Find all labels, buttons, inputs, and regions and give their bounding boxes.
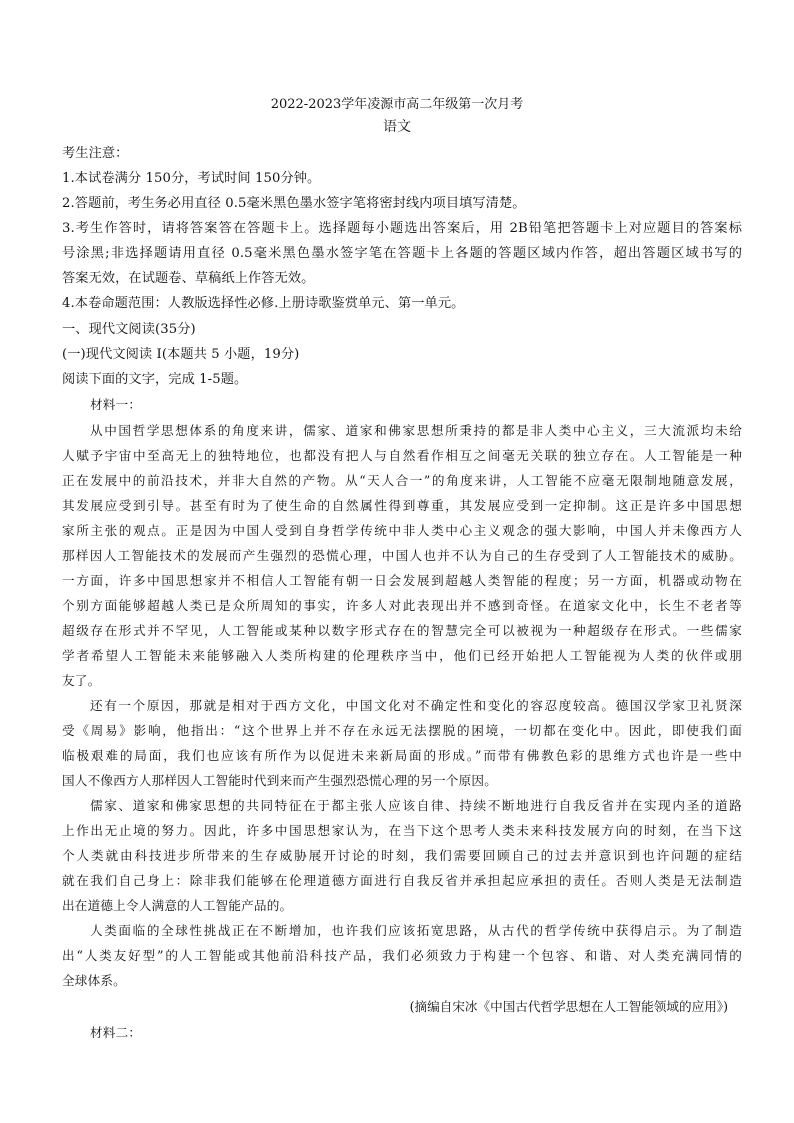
notice-item: 3.考生作答时，请将答案答在答题卡上。选择题每小题选出答案后，用 2B铅笔把答题卡上对应题目的答案标 — [62, 221, 742, 236]
paragraph-line: 个别方面能够超越人类已是众所周知的事实，许多人对此表现出并不感到奇怪。在道家文化中，长生不老者等 — [62, 598, 742, 613]
paragraph-line: 儒家、道家和佛家思想的共同特征在于都主张人应该自律、持续不断地进行自我反省并在实现内圣的道路 — [90, 798, 742, 813]
paragraph-line: 友了。 — [62, 673, 101, 688]
paragraph-line: 家所主张的观点。正是因为中国人受到自身哲学传统中非人类中心主义观念的强大影响，中国人并未像西方人 — [62, 523, 742, 538]
paragraph-line: 学者希望人工智能未来能够融入人类所构建的伦理秩序当中，他们已经开始把人工智能视为人类的伙伴或朋 — [62, 648, 742, 663]
source-citation: (摘编自宋冰《中国古代哲学思想在人工智能领域的应用》) — [409, 999, 728, 1014]
notice-item: 4.本卷命题范围：人教版选择性必修.上册诗歌鉴赏单元、第一单元。 — [62, 296, 465, 311]
subject-title: 语文 — [383, 119, 411, 135]
notice-heading: 考生注意： — [62, 146, 129, 161]
paragraph-line: 那样因人工智能技术的发展而产生强烈的恐慌心理，中国人也并不认为自己的生存受到了人工智能技术的威胁。 — [62, 548, 742, 563]
paragraph-line: 出“人类友好型”的人工智能或其他前沿科技产品，我们必须致力于构建一个包容、和谐、对人类充满同情的 — [62, 948, 742, 963]
notice-item: 答案无效，在试题卷、草稿纸上作答无效。 — [62, 271, 315, 286]
paragraph-line: 出在道德上令人满意的人工智能产品的。 — [62, 898, 293, 913]
paragraph-line: 人赋予宇宙中至高无上的独特地位，也都没有把人与自然看作相互之间毫无关联的独立存在。人工智能是一种 — [62, 448, 742, 463]
paragraph-line: 临极艰难的局面，我们也应该有所作为以促进未来新局面的形成。”而带有佛教色彩的思维方式也许是一些中 — [62, 748, 742, 763]
paragraph-line: 国人不像西方人那样因人工智能时代到来而产生强烈恐慌心理的另一个原因。 — [62, 773, 497, 788]
section-heading: 一、现代文阅读(35分) — [62, 322, 196, 337]
paragraph-line: 全球体系。 — [62, 973, 126, 988]
paragraph-line: 受《周易》影响，他指出：“这个世界上并不存在永远无法摆脱的困境，一切都在变化中。因此，即使我们面 — [62, 723, 742, 738]
paragraph-line: 从中国哲学思想体系的角度来讲，儒家、道家和佛家思想所秉持的都是非人类中心主义，三大流派均未给 — [90, 423, 742, 438]
paragraph-line: 上作出无止境的努力。因此，许多中国思想家认为，在当下这个思考人类未来科技发展方向的时刻，在当下这 — [62, 823, 742, 838]
paragraph-line: 人类面临的全球性挑战正在不断增加，也许我们应该拓宽思路，从古代的哲学传统中获得启示。为了制造 — [90, 923, 742, 938]
paragraph-line: 其发展应受到引导。甚至有时为了使生命的自然属性得到尊重，其发展应受到一定抑制。这正是许多中国思想 — [62, 498, 742, 513]
material-label: 材料一： — [90, 397, 142, 412]
section-instruction: 阅读下面的文字，完成 1-5题。 — [62, 372, 248, 387]
paragraph-line: 一方面，许多中国思想家并不相信人工智能有朝一日会发展到超越人类智能的程度；另一方面，机器或动物在 — [62, 573, 742, 588]
paragraph-line: 还有一个原因，那就是相对于西方文化，中国文化对不确定性和变化的容忍度较高。德国汉学家卫礼贤深 — [90, 698, 742, 713]
material-label: 材料二： — [90, 1025, 142, 1040]
exam-title: 2022-2023学年凌源市高二年级第一次月考 — [270, 97, 524, 112]
notice-item: 2.答题前，考生务必用直径 0.5毫米黑色墨水签字笔将密封线内项目填写清楚。 — [62, 196, 526, 211]
paragraph-line: 就在我们自己身上：除非我们能够在伦理道德方面进行自我反省并承担起应承担的责任。否则人类是无法制造 — [62, 873, 742, 888]
notice-item: 号涂黑;非选择题请用直径 0.5毫米黑色墨水签字笔在答题卡上各题的答题区域内作答，超出答题区域书写的 — [62, 246, 742, 261]
paragraph-line: 个人类就由科技进步所带来的生存威胁展开讨论的时刻，我们需要回顾自己的过去并意识到也许问题的症结 — [62, 848, 742, 863]
paragraph-line: 超级存在形式并不罕见，人工智能或某种以数字形式存在的智慧完全可以被视为一种超级存在形式。一些儒家 — [62, 623, 742, 638]
section-subheading: (一)现代文阅读 I(本题共 5 小题，19分) — [62, 347, 300, 362]
paragraph-line: 正在发展中的前沿技术，并非大自然的产物。从“天人合一”的角度来讲，人工智能不应毫无限制地随意发展， — [62, 473, 742, 488]
notice-item: 1.本试卷满分 150分，考试时间 150分钟。 — [62, 171, 321, 186]
